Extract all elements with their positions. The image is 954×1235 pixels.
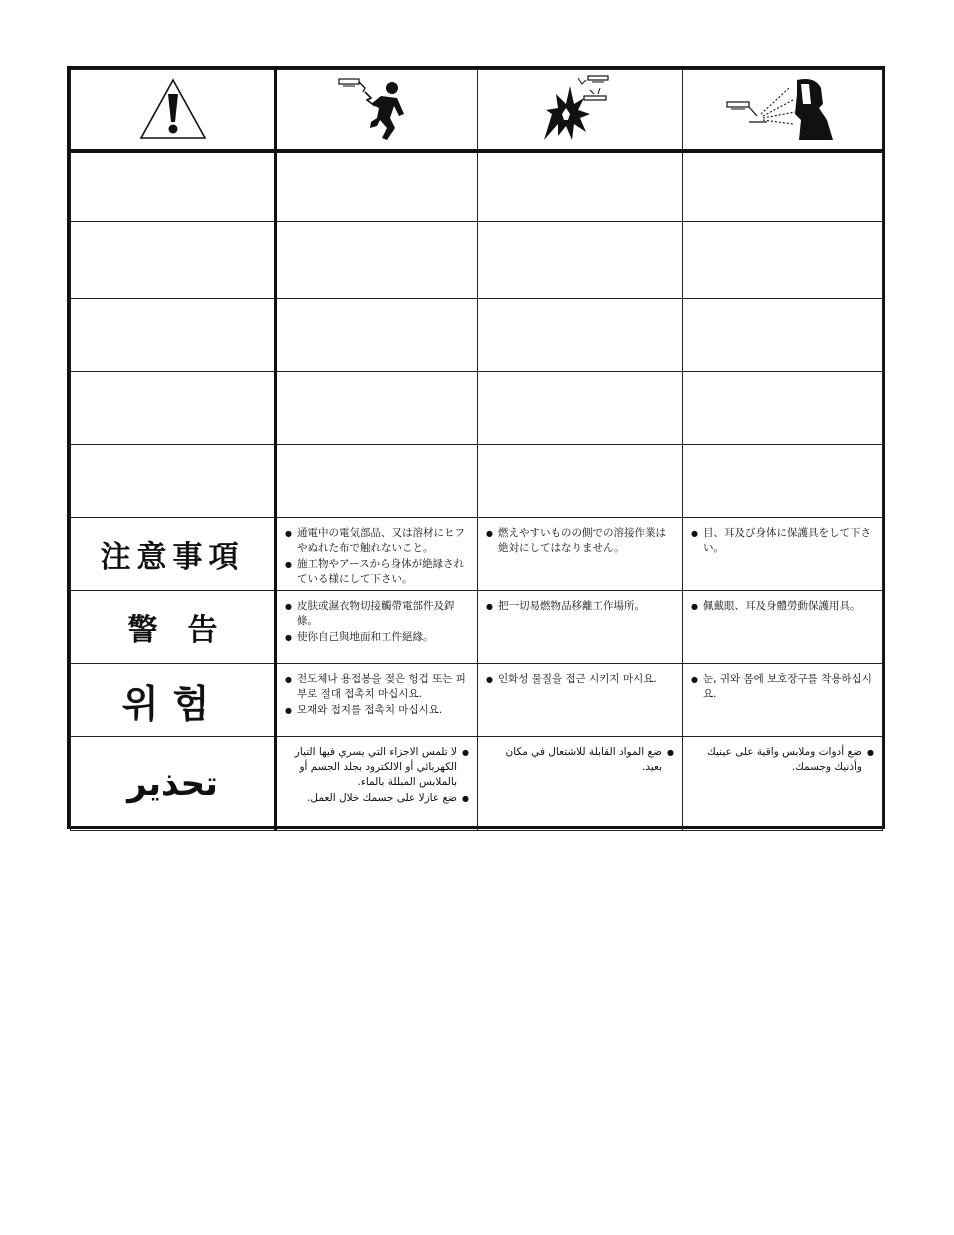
warning-bullet: ● 눈, 귀와 몸에 보호장구를 착용하십시요. [691, 672, 876, 702]
shock-warning-cell [276, 737, 478, 831]
warning-bullet: ● 皮肤或濕衣物切接觸帶電部件及銲條。 [285, 599, 471, 629]
arc-rays-icon [723, 74, 843, 144]
rays-warning-cell [683, 737, 883, 831]
electric-shock-icon [337, 74, 417, 144]
warning-bullet: ● 佩戴眼、耳及身體勞動保護用具。 [691, 599, 876, 614]
blank-row [71, 372, 883, 445]
fire-icon-cell [478, 70, 683, 151]
warning-bullet: ● 施工物やアースから身体が絶縁されている様にして下さい。 [285, 557, 471, 587]
fire-warning-cell [478, 591, 683, 664]
rays-warning-cell [683, 591, 883, 664]
language-heading-cell [71, 591, 276, 664]
warning-grid [70, 69, 883, 831]
warning-bullet: ● 目、耳及び身体に保護具をして下さい。 [691, 526, 876, 556]
warning-triangle-icon [138, 76, 208, 142]
shock-warning-cell [276, 664, 478, 737]
warning-bullet: ● 把一切易燃物品移離工作場所。 [486, 599, 676, 614]
shock-icon-cell [276, 70, 478, 151]
korean-heading: 위험 [121, 681, 224, 726]
language-heading-cell [71, 737, 276, 831]
fire-warning-cell [478, 737, 683, 831]
rays-icon-cell [683, 70, 883, 151]
warning-bullet: ● ضع المواد القابلة للاشتعال في مكان بعيد. [484, 745, 674, 775]
warning-icon-cell [71, 70, 276, 151]
warning-bullet: ● 모재와 접지를 접촉치 마십시요. [285, 703, 471, 718]
rays-warning-cell [683, 664, 883, 737]
warning-bullet: ● 燃えやすいものの側での溶接作業は絶対にしてはなりません。 [486, 526, 676, 556]
icon-row [71, 70, 883, 151]
chinese-row [71, 591, 883, 664]
fire-warning-cell [478, 518, 683, 591]
arabic-heading: تحذير [127, 763, 218, 804]
fire-warning-cell [478, 664, 683, 737]
warning-bullet: ● 전도체나 용접봉을 젖은 헝겁 또는 피부로 절대 접촉치 마십시요. [285, 672, 471, 702]
warning-bullet: ● ضع عازلا على جسمك خلال العمل. [283, 791, 469, 806]
language-heading-cell [71, 664, 276, 737]
fire-explosion-icon [540, 74, 620, 144]
blank-row [71, 151, 883, 222]
rays-warning-cell [683, 518, 883, 591]
blank-row [71, 222, 883, 299]
japanese-row [71, 518, 883, 591]
warning-bullet: ● ضع أدوات وملابس واقية على عينيك وأذنيك وجسمك. [689, 745, 874, 775]
warning-bullet: ● 인화성 물질을 접근 시키지 마시요. [486, 672, 676, 687]
warning-bullet: ● 使你自己與地面和工件絕緣。 [285, 630, 471, 645]
language-heading-cell [71, 518, 276, 591]
warning-bullet: ● 通電中の電気部品、又は溶材にヒフやぬれた布で触れないこと。 [285, 526, 471, 556]
shock-warning-cell [276, 518, 478, 591]
korean-row [71, 664, 883, 737]
blank-row [71, 445, 883, 518]
shock-warning-cell [276, 591, 478, 664]
safety-warning-table [67, 66, 885, 829]
arabic-row [71, 737, 883, 831]
chinese-heading: 警告 [127, 613, 248, 648]
japanese-heading: 注意事項 [100, 540, 245, 575]
blank-row [71, 299, 883, 372]
warning-bullet: ● لا تلمس الاجزاء التي يسري فيها التيار الكهربائي أو الالكترود بجلد الجسم أو بالملابس المبللة بالماء. [283, 745, 469, 790]
